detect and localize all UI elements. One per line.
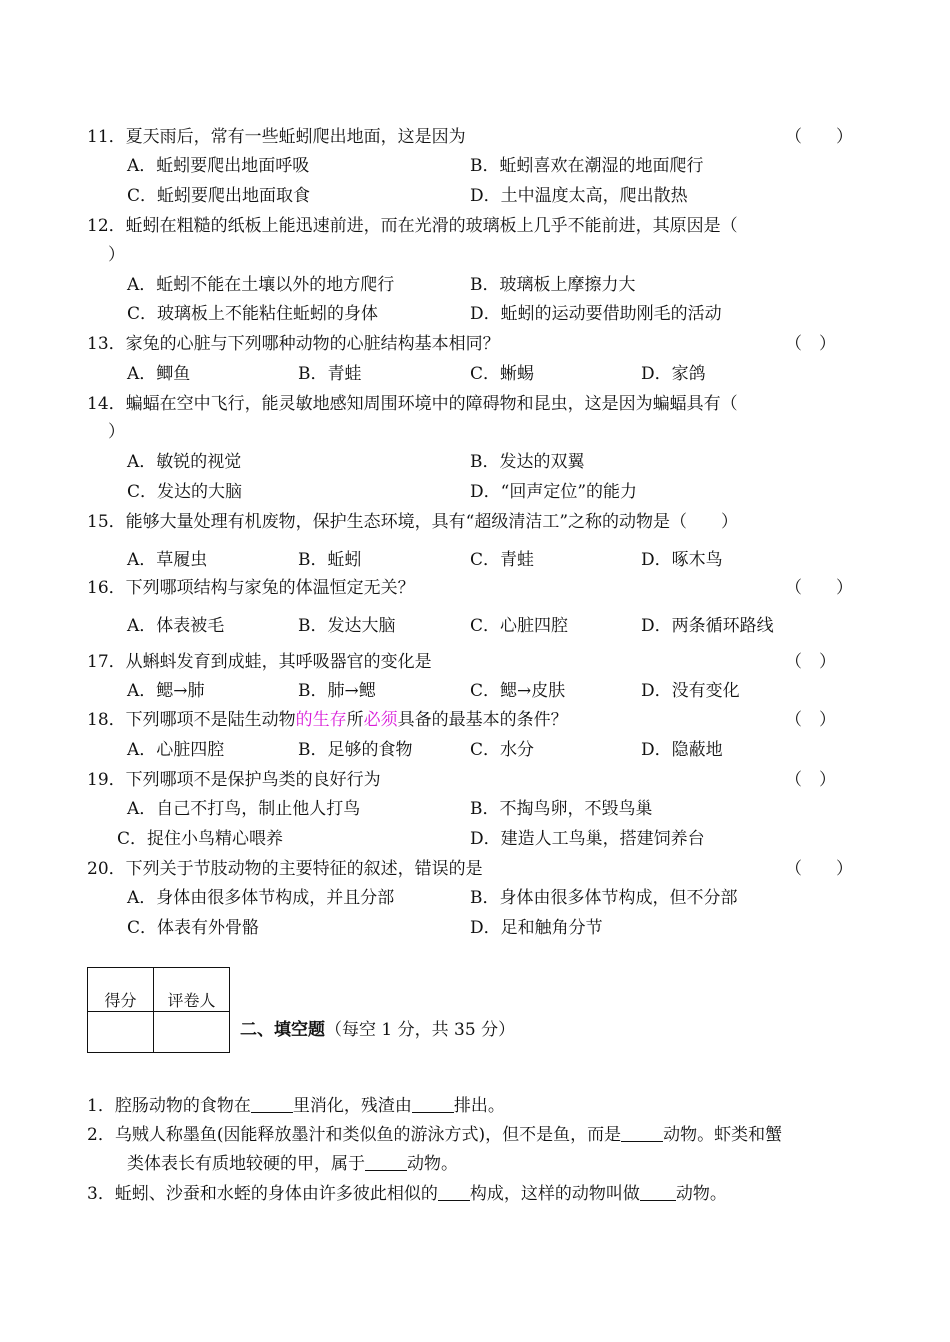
q19-option-a: A．自己不打鸟，制止他人打鸟 [127, 799, 361, 819]
q13-stem: 13．家兔的心脏与下列哪种动物的心脏结构基本相同？ [87, 334, 500, 354]
fill-3: 3．蚯蚓、沙蚕和水蛭的身体由许多彼此相似的 构成，这样的动物叫做 动物。 [87, 1184, 727, 1204]
q17-option-b: B．肺→鳃 [298, 681, 376, 701]
q17-option-d: D．没有变化 [641, 681, 740, 701]
q15-option-b: B．蚯蚓 [298, 550, 362, 570]
q11-option-d: D．土中温度太高，爬出散热 [470, 186, 688, 206]
q12-option-b: B．玻璃板上摩擦力大 [470, 275, 636, 295]
q17-stem: 17．从蝌蚪发育到成蛙，其呼吸器官的变化是 [87, 652, 432, 672]
q14-option-a: A．敏锐的视觉 [127, 452, 242, 472]
section-2-title: 二、填空题（每空 1 分，共 35 分） [240, 1020, 516, 1040]
fill-2-blank-1[interactable] [621, 1125, 663, 1142]
q12-option-c: C．玻璃板上不能粘住蚯蚓的身体 [127, 304, 379, 324]
q12-stem: 12．蚯蚓在粗糙的纸板上能迅速前进，而在光滑的玻璃板上几乎不能前进，其原因是（ [87, 216, 738, 236]
score-cell[interactable] [88, 1012, 154, 1053]
q14-option-b: B．发达的双翼 [470, 452, 585, 472]
q11-stem: 11．夏天雨后，常有一些蚯蚓爬出地面，这是因为 [87, 127, 466, 147]
q19-stem: 19．下列哪项不是保护鸟类的良好行为 [87, 770, 381, 790]
q20-stem: 20．下列关于节肢动物的主要特征的叙述，错误的是 [87, 859, 483, 879]
grader-header: 评卷人 [154, 968, 230, 1012]
q20-option-d: D．足和触角分节 [470, 918, 603, 938]
q11-option-c: C．蚯蚓要爬出地面取食 [127, 186, 311, 206]
q12-option-d: D．蚯蚓的运动要借助刚毛的活动 [470, 304, 722, 324]
q20-option-b: B．身体由很多体节构成，但不分部 [470, 888, 738, 908]
q14-option-c: C．发达的大脑 [127, 482, 243, 502]
q19-answer-paren: （ ） [785, 770, 836, 790]
q16-answer-paren: （ ） [785, 578, 853, 598]
q16-stem: 16．下列哪项结构与家兔的体温恒定无关？ [87, 578, 415, 598]
q20-answer-paren: （ ） [785, 859, 853, 879]
fill-3-blank-2[interactable] [640, 1184, 676, 1201]
q18-stem: 18．下列哪项不是陆生动物的生存所必须具备的最基本的条件？ [87, 710, 568, 730]
q18-option-a: A．心脏四腔 [127, 740, 225, 760]
fill-2-cont: 类体表长有质地较硬的甲，属于 动物。 [127, 1154, 458, 1174]
q12-option-a: A．蚯蚓不能在土壤以外的地方爬行 [127, 275, 395, 295]
q18-highlight-2: 必须 [363, 710, 398, 730]
q16-option-c: C．心脏四腔 [470, 616, 569, 636]
q14-stem: 14．蝙蝠在空中飞行，能灵敏地感知周围环境中的障碍物和昆虫，这是因为蝙蝠具有（ [87, 394, 738, 414]
q18-option-b: B．足够的食物 [298, 740, 413, 760]
q11-option-a: A．蚯蚓要爬出地面呼吸 [127, 156, 310, 176]
q15-option-a: A．草履虫 [127, 550, 208, 570]
fill-1-blank-1[interactable] [251, 1096, 293, 1113]
q18-option-c: C．水分 [470, 740, 535, 760]
q20-option-c: C．体表有外骨骼 [127, 918, 260, 938]
q11-answer-paren: （ ） [785, 127, 853, 147]
q13-option-d: D．家鸽 [641, 364, 706, 384]
q18-option-d: D．隐蔽地 [641, 740, 723, 760]
q15-option-d: D．啄木鸟 [641, 550, 723, 570]
q16-option-a: A．体表被毛 [127, 616, 225, 636]
q13-option-b: B．青蛙 [298, 364, 362, 384]
q17-option-c: C．鳃→皮肤 [470, 681, 566, 701]
score-header: 得分 [88, 968, 154, 1012]
fill-1-blank-2[interactable] [412, 1096, 454, 1113]
fill-3-blank-1[interactable] [438, 1184, 470, 1201]
q19-option-b: B．不掏鸟卵，不毁鸟巢 [470, 799, 653, 819]
q19-option-c: C．捉住小鸟精心喂养 [117, 829, 284, 849]
q13-answer-paren: （ ） [785, 334, 836, 354]
score-table [87, 967, 230, 1053]
q15-option-c: C．青蛙 [470, 550, 535, 570]
q18-highlight-1: 的生存 [295, 710, 347, 730]
q14-option-d: D．“回声定位”的能力 [470, 482, 638, 502]
fill-1: 1．腔肠动物的食物在 里消化，残渣由 排出。 [87, 1096, 505, 1116]
q18-answer-paren: （ ） [785, 710, 836, 730]
q12-stem-close: ） [108, 245, 125, 265]
q20-option-a: A．身体由很多体节构成，并且分部 [127, 888, 395, 908]
q13-option-a: A．鲫鱼 [127, 364, 191, 384]
q16-option-b: B．发达大脑 [298, 616, 396, 636]
q14-stem-close: ） [108, 422, 125, 442]
fill-2: 2．乌贼人称墨鱼(因能释放墨汁和类似鱼的游泳方式)，但不是鱼，而是 动物。虾类和蟹 [87, 1125, 783, 1145]
q13-option-c: C．蜥蜴 [470, 364, 535, 384]
fill-2-blank-2[interactable] [365, 1154, 407, 1171]
q17-option-a: A．鳃→肺 [127, 681, 205, 701]
grader-cell[interactable] [154, 1012, 230, 1053]
q11-option-b: B．蚯蚓喜欢在潮湿的地面爬行 [470, 156, 704, 176]
q17-answer-paren: （ ） [785, 652, 836, 672]
q15-stem: 15．能够大量处理有机废物，保护生态环境，具有“超级清洁工”之称的动物是（ ） [87, 512, 739, 532]
q16-option-d: D．两条循环路线 [641, 616, 774, 636]
section-2-note: （每空 1 分，共 35 分） [325, 1020, 516, 1040]
q19-option-d: D．建造人工鸟巢，搭建饲养台 [470, 829, 705, 849]
